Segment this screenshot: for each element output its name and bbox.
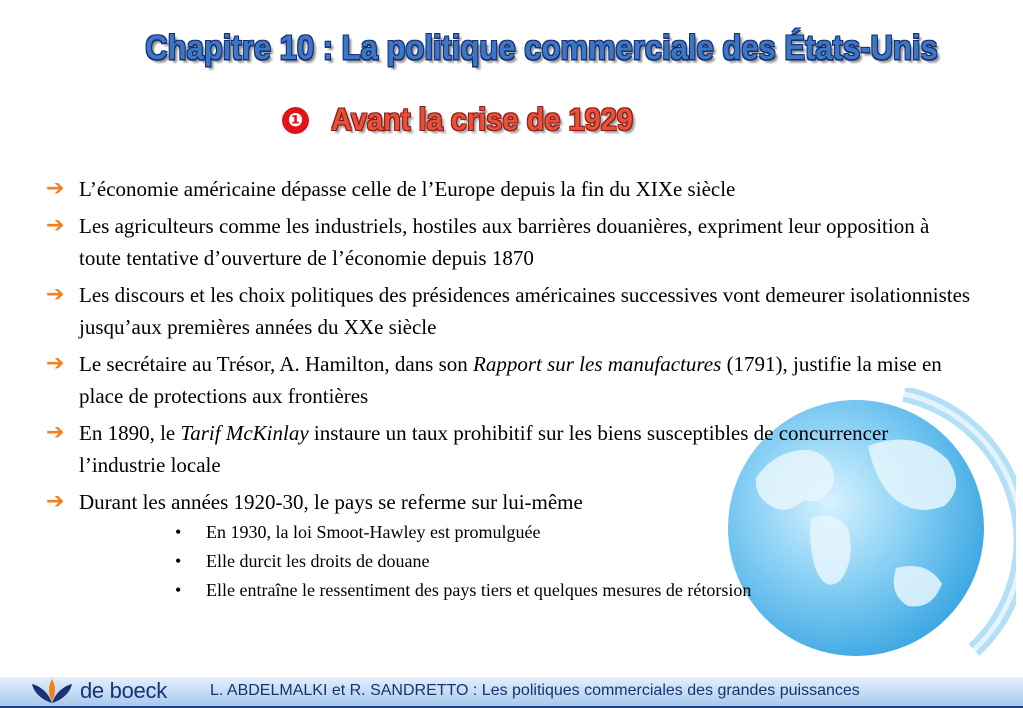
sub-bullet-text: Elle durcit les droits de douane <box>206 551 430 571</box>
sub-bullet-text: En 1930, la loi Smoot-Hawley est promulguée <box>206 522 541 542</box>
bullet-title-italic: Rapport sur les manufactures <box>473 352 722 376</box>
footer-credit: L. ABDELMALKI et R. SANDRETTO : Les politiques commerciales des grandes puissances <box>210 682 860 699</box>
bullet-item <box>46 486 976 605</box>
arrow-right-icon: ➔ <box>46 213 65 238</box>
bullet-list <box>46 173 976 610</box>
publisher-name: de boeck <box>80 678 167 703</box>
bullet-item <box>46 348 976 412</box>
leaf-icon <box>30 676 74 706</box>
bullet-item <box>46 417 976 481</box>
publisher-logo <box>30 676 167 706</box>
bullet-title-italic: Tarif McKinlay <box>180 421 309 445</box>
bullet-text: Le secrétaire au Trésor, A. Hamilton, dans son <box>79 352 473 376</box>
arrow-right-icon: ➔ <box>46 489 65 514</box>
bullet-dot-icon: • <box>175 580 182 600</box>
sub-bullet-item <box>79 547 976 576</box>
bullet-text: (1791), justifie la mise en place de protections aux frontières <box>79 352 942 408</box>
section-title: Avant la crise de 1929 <box>331 102 633 138</box>
arrow-right-icon: ➔ <box>46 351 65 376</box>
bullet-text: instaure un taux prohibitif sur les biens susceptibles de concurrencer l’industrie locale <box>79 421 889 477</box>
sub-bullet-text: Elle entraîne le ressentiment des pays tiers et quelques mesures de rétorsion <box>206 580 752 600</box>
bullet-dot-icon: • <box>175 522 182 542</box>
bullet-text: Durant les années 1920-30, le pays se referme sur lui-même <box>79 490 583 514</box>
bullet-item <box>46 173 976 205</box>
bullet-text: Les discours et les choix politiques des présidences américaines successives vont demeurer isolationnistes jusqu’aux premières années du XXe siècle <box>79 283 971 339</box>
arrow-right-icon: ➔ <box>46 176 65 201</box>
bullet-item <box>46 210 976 274</box>
section-heading <box>282 104 633 137</box>
bullet-text: Les agriculteurs comme les industriels, hostiles aux barrières douanières, expriment leur opposition à toute tentative d’ouverture de l’économie depuis 1870 <box>79 214 930 270</box>
bullet-dot-icon: • <box>175 551 182 571</box>
section-number-badge: ❶ <box>282 107 309 134</box>
bullet-text: En 1890, le <box>79 421 181 445</box>
arrow-right-icon: ➔ <box>46 282 65 307</box>
page-title: Chapitre 10 : La politique commerciale des États-Unis <box>145 27 938 68</box>
arrow-right-icon: ➔ <box>46 420 65 445</box>
bullet-text: L’économie américaine dépasse celle de l’Europe depuis la fin du XIXe siècle <box>79 177 736 201</box>
bullet-item <box>46 279 976 343</box>
sub-bullet-item <box>79 518 976 547</box>
sub-bullet-list <box>79 518 976 605</box>
sub-bullet-item <box>79 576 976 605</box>
footer <box>0 675 1023 708</box>
